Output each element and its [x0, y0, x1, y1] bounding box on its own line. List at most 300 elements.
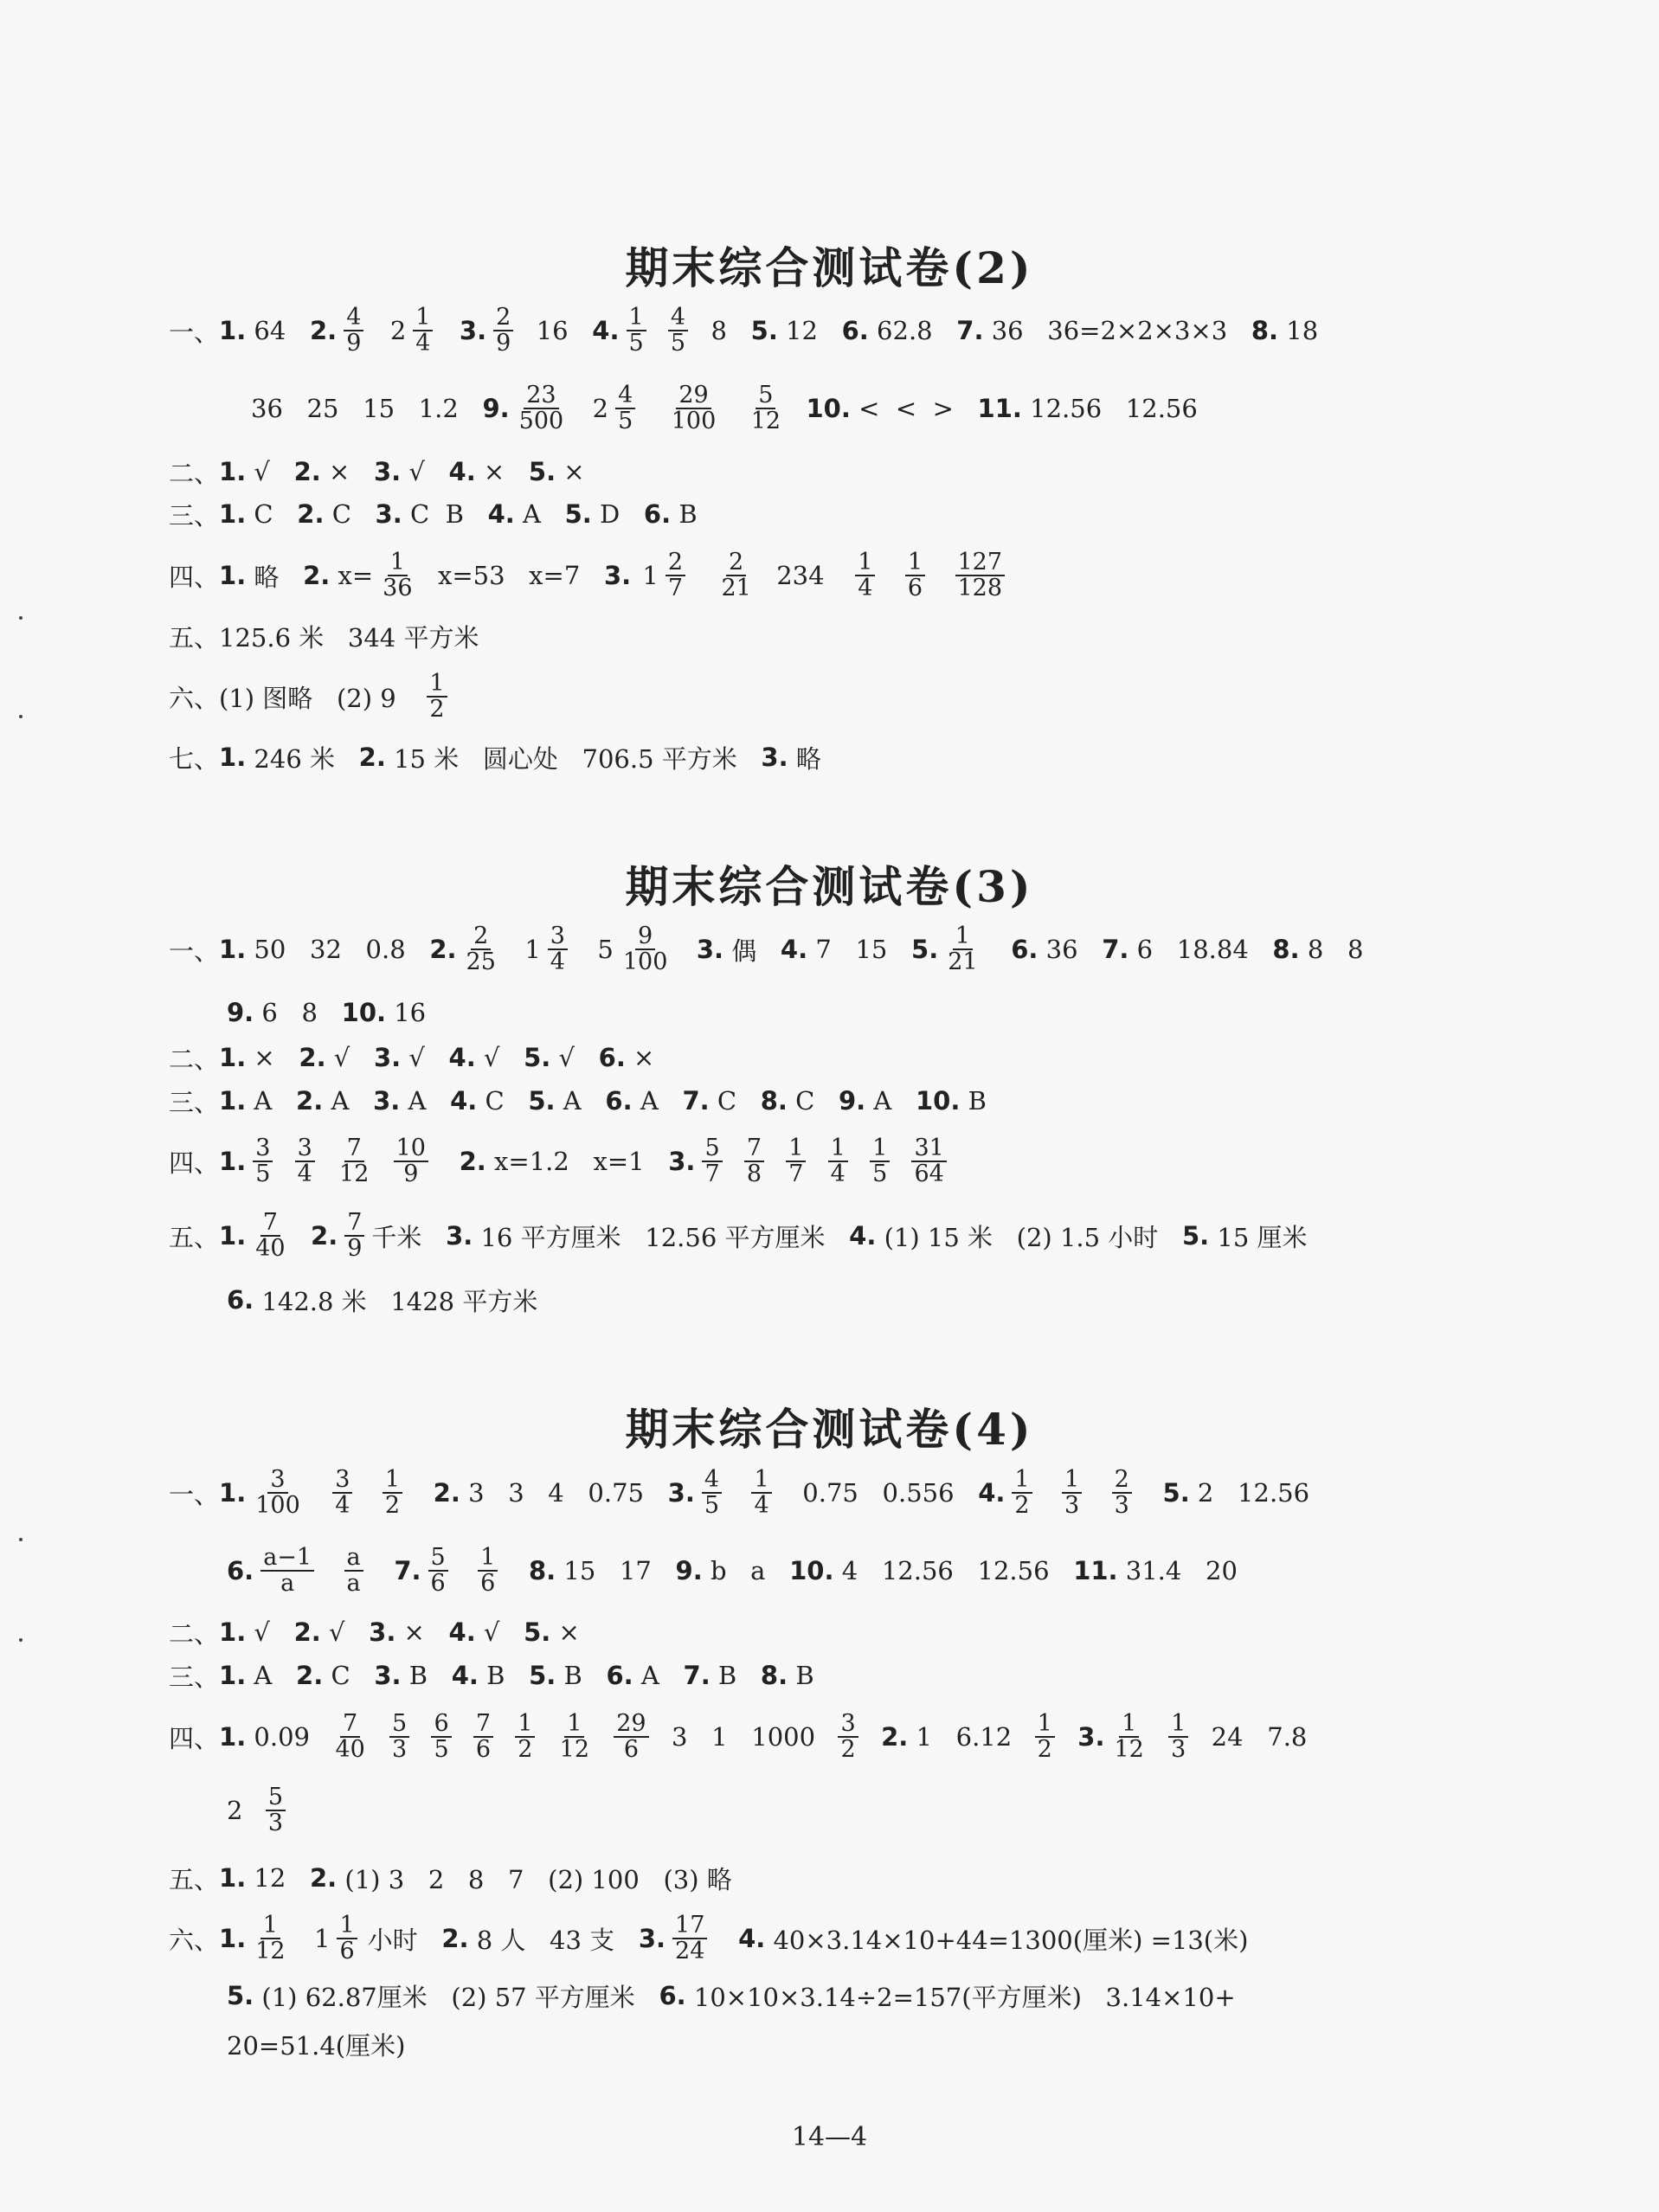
- answer-text: [1139, 1478, 1163, 1508]
- numerator: a−1: [260, 1546, 314, 1572]
- denominator: 12: [1114, 1736, 1144, 1763]
- question-number: 1.: [219, 743, 247, 772]
- answer-text: [714, 1924, 738, 1953]
- numerator: 1: [260, 1913, 280, 1939]
- fraction: [380, 550, 415, 601]
- answer-text: 8 人 43 支: [468, 1925, 639, 1955]
- numerator: 2: [666, 550, 685, 576]
- fraction: [515, 1709, 535, 1763]
- answer-text: [599, 1722, 607, 1752]
- numerator: 1: [1035, 1712, 1055, 1738]
- question-number: 9.: [838, 1086, 866, 1116]
- answer-text: 12.56 12.56: [1021, 394, 1198, 423]
- numerator: 7: [473, 1712, 493, 1738]
- question-number: 4.: [738, 1924, 766, 1953]
- question-number: 5.: [1162, 1478, 1190, 1508]
- numerator: 4: [702, 1468, 722, 1494]
- answer-text: 8 8: [1299, 935, 1364, 964]
- answer-text: < < >: [850, 394, 978, 423]
- fraction: [253, 1208, 287, 1262]
- answer-text: 4 12.56 12.56: [833, 1556, 1074, 1585]
- fraction: [493, 305, 513, 357]
- answer-text: [680, 935, 696, 964]
- answer-text: √: [246, 1617, 294, 1647]
- answer-text: √: [475, 1043, 524, 1072]
- answer-text: [855, 1147, 863, 1176]
- answer-text: [321, 1556, 337, 1585]
- answer-text: [725, 394, 741, 423]
- fraction-part: [548, 924, 568, 975]
- denominator: 64: [914, 1161, 944, 1187]
- mixed-number: [642, 550, 692, 601]
- answer-text: 七、: [169, 743, 220, 774]
- answer-text: 16: [386, 998, 427, 1027]
- answer-text: 五、125.6 米 344 平方米: [169, 622, 479, 653]
- answer-text: [370, 1556, 395, 1585]
- question-number: 4.: [592, 316, 620, 345]
- question-number: 6.: [227, 1556, 254, 1585]
- question-number: 1.: [219, 1043, 247, 1072]
- answer-text: A: [246, 1661, 297, 1690]
- denominator: 4: [297, 1161, 312, 1187]
- denominator: 6: [475, 1736, 492, 1763]
- numerator: 3: [838, 1712, 858, 1738]
- question-number: 5.: [227, 1981, 254, 2010]
- question-number: 5.: [524, 1617, 551, 1647]
- denominator: 5: [434, 1736, 449, 1763]
- denominator: 21: [948, 948, 978, 975]
- answer-text: B: [788, 1661, 814, 1690]
- answer-text: ×: [395, 1617, 449, 1647]
- question-number: 2.: [459, 1147, 486, 1176]
- mixed-number: [524, 924, 575, 975]
- numerator: 1: [383, 1468, 402, 1494]
- answer-line: [169, 1458, 1309, 1527]
- question-number: 10.: [341, 998, 387, 1027]
- answer-text: 36 36=2×2×3×3: [983, 316, 1251, 345]
- denominator: 128: [957, 575, 1003, 601]
- answer-text: D: [591, 499, 644, 529]
- answer-text: [370, 316, 386, 345]
- answer-text: 16 平方厘米 12.56 平方厘米: [473, 1222, 850, 1252]
- numerator: 1: [953, 924, 973, 950]
- answer-text: √: [325, 1043, 374, 1072]
- denominator: 9: [346, 330, 362, 357]
- numerator: 7: [344, 1211, 364, 1237]
- question-number: 7.: [394, 1556, 421, 1585]
- answer-text: [653, 316, 661, 345]
- numerator: 1: [828, 1136, 848, 1162]
- answer-text: √: [320, 1617, 370, 1647]
- denominator: 4: [754, 1492, 769, 1519]
- numerator: 1: [855, 550, 875, 576]
- denominator: 9: [347, 1235, 363, 1262]
- question-number: 8.: [760, 1086, 788, 1116]
- answer-line: [169, 1843, 732, 1913]
- answer-text: 三、: [169, 1087, 220, 1117]
- answer-text: x=1.2 x=1: [485, 1147, 669, 1176]
- denominator: 36: [383, 575, 413, 601]
- answer-text: B: [960, 1086, 987, 1116]
- answer-text: 一、: [169, 936, 220, 966]
- question-number: 11.: [977, 394, 1022, 423]
- fraction: [786, 1136, 806, 1187]
- answer-line: [169, 1066, 987, 1135]
- numerator: 1: [751, 1468, 771, 1494]
- denominator: a: [280, 1570, 295, 1597]
- scan-mark: [19, 1638, 23, 1642]
- numerator: 1: [413, 305, 433, 331]
- question-number: 3.: [667, 1478, 695, 1508]
- answer-line: [251, 374, 1198, 443]
- numerator: 31: [911, 1136, 946, 1162]
- question-number: 6.: [598, 1043, 626, 1072]
- scan-mark: [19, 715, 23, 718]
- answer-line: [227, 1776, 293, 1845]
- denominator: 5: [704, 1492, 720, 1519]
- answer-text: b a: [702, 1556, 790, 1585]
- answer-text: [730, 1147, 737, 1176]
- numerator: 5: [266, 1785, 286, 1811]
- denominator: 12: [559, 1736, 590, 1763]
- answer-text: [578, 935, 594, 964]
- denominator: a: [346, 1570, 361, 1597]
- page-number: 14—4: [791, 2122, 868, 2152]
- answer-text: 1 6.12: [908, 1722, 1028, 1752]
- question-number: 1.: [219, 1661, 247, 1690]
- answer-text: [573, 394, 588, 423]
- answer-line: [169, 662, 454, 731]
- question-number: 1.: [219, 1221, 247, 1251]
- question-number: 4.: [849, 1221, 877, 1251]
- answer-text: [1089, 1478, 1104, 1508]
- answer-line: [169, 1201, 1308, 1270]
- question-number: 5.: [528, 457, 556, 486]
- answer-text: [409, 1478, 434, 1508]
- answer-text: A: [865, 1086, 916, 1116]
- denominator: 2: [518, 1736, 533, 1763]
- numerator: 1: [564, 1712, 584, 1738]
- question-number: 3.: [1077, 1722, 1105, 1752]
- numerator: 1: [1119, 1712, 1139, 1738]
- question-number: 7.: [683, 1661, 711, 1690]
- denominator: 12: [750, 408, 781, 434]
- fraction: [260, 1543, 314, 1597]
- numerator: 1: [515, 1712, 535, 1738]
- question-number: 4.: [448, 457, 476, 486]
- fraction: [751, 1465, 771, 1519]
- answer-text: (1) 15 米 (2) 1.5 小时: [876, 1222, 1182, 1252]
- question-number: 2.: [296, 1661, 324, 1690]
- fraction: [344, 305, 363, 357]
- whole-part: 1: [314, 1924, 331, 1953]
- fraction: [828, 1136, 848, 1187]
- fraction: [702, 1465, 722, 1519]
- question-number: 2.: [441, 1924, 469, 1953]
- denominator: 2: [384, 1492, 401, 1519]
- answer-text: [932, 561, 948, 590]
- numerator: 1: [478, 1546, 498, 1572]
- answer-text: 8: [695, 316, 751, 345]
- answer-text: A: [514, 499, 565, 529]
- answer-text: [631, 561, 639, 590]
- question-number: 5.: [1181, 1221, 1210, 1251]
- answer-text: [1039, 1478, 1055, 1508]
- answer-text: 20=51.4(厘米): [227, 2030, 406, 2061]
- answer-text: 12: [246, 1863, 310, 1893]
- numerator: 127: [955, 550, 1006, 576]
- answer-line: [227, 1265, 537, 1334]
- answer-text: 50 32 0.8: [246, 935, 430, 964]
- question-number: 1.: [219, 935, 247, 964]
- denominator: 3: [1064, 1492, 1080, 1519]
- numerator: 29: [676, 383, 711, 409]
- answer-text: 15 17: [556, 1556, 676, 1585]
- question-number: 5.: [528, 1086, 556, 1116]
- question-number: 4.: [780, 935, 808, 964]
- title-test-2: 期末综合测试卷(2): [625, 242, 1034, 293]
- answer-text: [897, 1147, 904, 1176]
- answer-text: 四、: [169, 562, 220, 592]
- answer-text: [646, 394, 661, 423]
- fraction: [945, 924, 980, 975]
- answer-text: [729, 1478, 744, 1508]
- whole-part: 1: [524, 935, 541, 964]
- scan-mark: [19, 616, 23, 620]
- answer-text: A: [246, 1086, 297, 1116]
- answer-text: ×: [475, 457, 529, 486]
- fraction: [1062, 1465, 1082, 1519]
- fraction: [1012, 1465, 1032, 1519]
- answer-text: x=53 x=7: [421, 561, 604, 590]
- answer-text: 略: [246, 562, 304, 592]
- answer-text: ×: [550, 1617, 580, 1647]
- answer-text: ×: [320, 457, 374, 486]
- fraction: [870, 1136, 890, 1187]
- fraction: [253, 1465, 303, 1519]
- answer-text: [455, 1556, 471, 1585]
- numerator: 2: [726, 550, 746, 576]
- denominator: 9: [403, 1161, 419, 1187]
- answer-text: [322, 1147, 330, 1176]
- question-number: 6.: [643, 499, 672, 529]
- fraction: [344, 1543, 363, 1597]
- fraction-part: [337, 1913, 357, 1964]
- numerator: 7: [260, 1211, 280, 1237]
- question-number: 5.: [750, 316, 778, 345]
- numerator: 3: [267, 1468, 287, 1494]
- fraction: [1112, 1465, 1132, 1519]
- question-number: 6.: [606, 1661, 633, 1690]
- fraction: [1168, 1709, 1188, 1763]
- whole-part: 2: [592, 394, 609, 423]
- denominator: 7: [704, 1161, 720, 1187]
- answer-text: C: [477, 1086, 529, 1116]
- denominator: 9: [496, 330, 511, 357]
- numerator: 3: [295, 1136, 315, 1162]
- numerator: 1: [905, 550, 925, 576]
- question-number: 1.: [219, 1086, 247, 1116]
- answer-text: 略: [788, 743, 821, 774]
- fraction-part: [621, 924, 671, 975]
- numerator: 5: [756, 383, 775, 409]
- answer-text: 偶: [723, 936, 781, 966]
- question-number: 1.: [219, 1478, 247, 1508]
- numerator: a: [344, 1546, 363, 1572]
- answer-text: [542, 1722, 550, 1752]
- numerator: 4: [668, 305, 688, 331]
- answer-text: 234: [760, 561, 849, 590]
- denominator: 7: [788, 1161, 804, 1187]
- question-number: 4.: [448, 1043, 476, 1072]
- fraction: [295, 1136, 315, 1187]
- answer-text: 六、: [169, 1925, 220, 1955]
- question-number: 8.: [528, 1556, 556, 1585]
- fraction: [332, 1465, 352, 1519]
- mixed-number: [597, 924, 677, 975]
- answer-line: [169, 296, 1318, 365]
- numerator: 5: [702, 1136, 722, 1162]
- whole-part: 5: [597, 935, 614, 964]
- denominator: 4: [415, 330, 431, 357]
- answer-text: 15 厘米: [1209, 1222, 1308, 1252]
- answer-text: [1062, 1722, 1077, 1752]
- numerator: 6: [431, 1712, 451, 1738]
- fraction: [1111, 1709, 1146, 1763]
- question-number: 1.: [219, 561, 247, 590]
- answer-text: 142.8 米 1428 平方米: [254, 1286, 538, 1316]
- denominator: 4: [550, 948, 565, 975]
- question-number: 2.: [311, 1221, 338, 1251]
- answer-text: C: [246, 499, 298, 529]
- answer-line: [227, 2009, 405, 2079]
- question-number: 6.: [1011, 935, 1038, 964]
- fraction: [702, 1136, 722, 1187]
- question-number: 7.: [1102, 935, 1129, 964]
- answer-text: [280, 1147, 287, 1176]
- answer-text: B: [478, 1661, 530, 1690]
- denominator: 21: [721, 575, 751, 601]
- answer-text: [505, 1556, 529, 1585]
- fraction: [955, 550, 1006, 601]
- question-number: 9.: [675, 1556, 703, 1585]
- answer-text: 二、: [169, 1044, 220, 1074]
- fraction: [473, 1709, 493, 1763]
- numerator: 5: [389, 1712, 409, 1738]
- fraction: [464, 924, 498, 975]
- fraction: [517, 383, 567, 434]
- question-number: 4.: [978, 1478, 1006, 1508]
- question-number: 3.: [459, 316, 487, 345]
- answer-text: B: [671, 499, 698, 529]
- question-number: 5.: [529, 1661, 556, 1690]
- question-number: 2.: [429, 935, 457, 964]
- fraction-part: [615, 383, 635, 434]
- fraction: [627, 305, 646, 357]
- answer-text: 10×10×3.14÷2=157(平方厘米) 3.14×10+: [685, 1982, 1236, 2012]
- answer-text: 一、: [169, 317, 220, 347]
- answer-text: 12: [777, 316, 842, 345]
- question-number: 3.: [373, 1043, 402, 1072]
- answer-text: [443, 316, 459, 345]
- fraction: [431, 1709, 451, 1763]
- answer-text: B: [710, 1661, 761, 1690]
- answer-text: [1154, 1722, 1161, 1752]
- question-number: 3.: [603, 561, 632, 590]
- denominator: 5: [628, 330, 644, 357]
- question-number: 2.: [293, 457, 321, 486]
- answer-text: 24 7.8: [1195, 1722, 1308, 1752]
- question-number: 3.: [668, 1147, 696, 1176]
- question-number: 1.: [219, 316, 247, 345]
- numerator: 1: [337, 1913, 357, 1939]
- mixed-number: [314, 1913, 364, 1964]
- question-number: 11.: [1073, 1556, 1118, 1585]
- fraction-part: [413, 305, 433, 357]
- denominator: 6: [339, 1938, 355, 1964]
- fraction: [1035, 1709, 1055, 1763]
- answer-text: (1) 3 2 8 7 (2) 100 (3) 略: [337, 1864, 732, 1894]
- question-number: 2.: [310, 1863, 338, 1893]
- answer-text: (1) 62.87厘米 (2) 57 平方厘米: [254, 1982, 659, 2012]
- question-number: 2.: [310, 316, 338, 345]
- answer-text: [375, 1722, 383, 1752]
- answer-line: [169, 479, 698, 549]
- question-number: 2.: [296, 1086, 324, 1116]
- answer-text: C: [787, 1086, 839, 1116]
- answer-text: 7 15: [807, 935, 912, 964]
- answer-line: [169, 1702, 1307, 1772]
- denominator: 12: [339, 1161, 370, 1187]
- answer-text: √: [246, 457, 294, 486]
- fraction-part: [666, 550, 685, 601]
- answer-text: ×: [556, 457, 585, 486]
- question-number: 1.: [219, 1863, 247, 1893]
- answer-line: [169, 1127, 954, 1196]
- whole-part: 2: [389, 316, 407, 345]
- answer-text: 四、: [169, 1723, 220, 1753]
- question-number: 9.: [482, 394, 510, 423]
- numerator: 10: [394, 1136, 428, 1162]
- numerator: 4: [344, 305, 363, 331]
- answer-text: [295, 1924, 311, 1953]
- numerator: 5: [428, 1546, 448, 1572]
- question-number: 2.: [303, 561, 331, 590]
- answer-text: [310, 1478, 325, 1508]
- answer-line: [169, 1641, 814, 1710]
- denominator: 2: [840, 1736, 856, 1763]
- question-number: 5.: [524, 1043, 551, 1072]
- answer-text: [505, 935, 521, 964]
- answer-text: √: [550, 1043, 599, 1072]
- question-number: 2.: [358, 743, 386, 772]
- question-number: 3.: [373, 1086, 401, 1116]
- numerator: 2: [1112, 1468, 1132, 1494]
- answer-text: 36 25 15 1.2: [251, 394, 483, 423]
- answer-text: 五、: [169, 1864, 220, 1894]
- numerator: 7: [340, 1712, 360, 1738]
- question-number: 8.: [1272, 935, 1300, 964]
- denominator: 3: [1114, 1492, 1129, 1519]
- question-number: 10.: [789, 1556, 834, 1585]
- numerator: 7: [744, 1136, 764, 1162]
- answer-text: [771, 1147, 779, 1176]
- question-number: 2.: [299, 1043, 326, 1072]
- question-number: 4.: [451, 1661, 479, 1690]
- question-number: 6.: [605, 1086, 633, 1116]
- answer-text: ×: [246, 1043, 299, 1072]
- fraction: [905, 550, 925, 601]
